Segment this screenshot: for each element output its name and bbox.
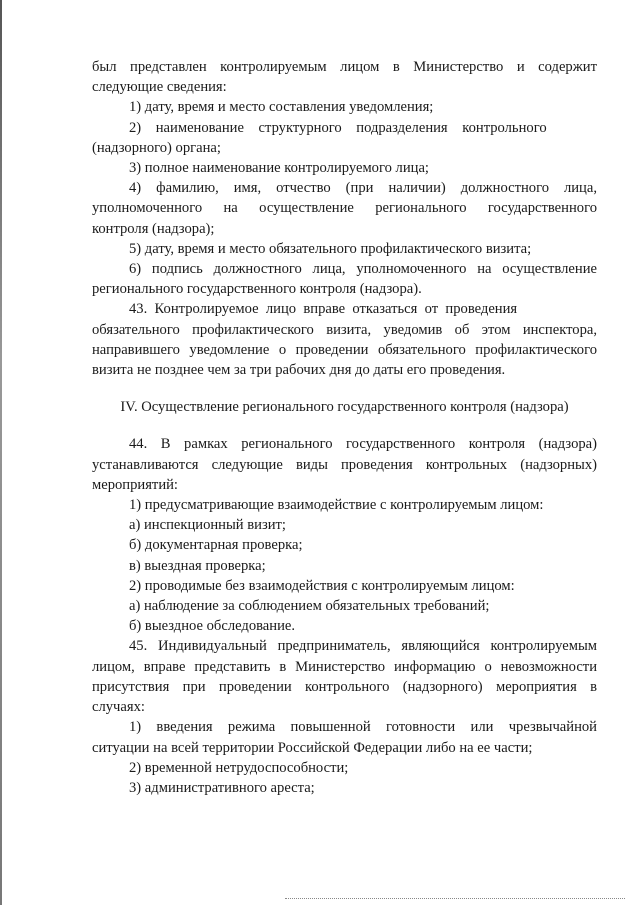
text-line: направившего уведомление о проведении обязательного профилактического [92, 341, 597, 358]
text-line: устанавливаются следующие виды проведения контрольных (надзорных) [92, 456, 597, 473]
paragraph-block-2 [92, 434, 597, 798]
text-line: 3) административного ареста; [129, 779, 315, 796]
text-line: лицом, вправе представить в Министерство информацию о невозможности [92, 658, 597, 675]
text-line: уполномоченного на осуществление регионального государственного [92, 200, 597, 217]
text-line: 3) полное наименование контролируемого лица; [129, 160, 429, 177]
text-line: б) документарная проверка; [129, 537, 303, 554]
text-line: следующие сведения: [92, 79, 227, 96]
text-line: визита не позднее чем за три рабочих дня до даты его проведения. [92, 362, 506, 379]
text-line: 6) подпись должностного лица, уполномоченного на осуществление [129, 261, 597, 278]
text-line: 43. Контролируемое лицо вправе отказаться от проведения [129, 301, 518, 318]
text-line: 2) наименование структурного подразделения контрольного [129, 119, 547, 136]
text-line: регионального государственного контроля (надзора). [92, 281, 422, 298]
text-line: а) наблюдение за соблюдением обязательных требований; [129, 598, 490, 615]
text-line: 2) временной нетрудоспособности; [129, 759, 349, 776]
text-line: а) инспекционный визит; [129, 517, 286, 534]
text-line: 1) предусматривающие взаимодействие с контролируемым лицом: [129, 497, 544, 514]
text-line: контроля (надзора); [92, 220, 215, 237]
text-line: присутствия при проведении контрольного (надзорного) мероприятия в [92, 678, 597, 695]
text-line: 2) проводимые без взаимодействия с контролируемым лицом: [129, 577, 515, 594]
scan-artifact-line [285, 898, 625, 900]
paragraph-block-1 [92, 57, 597, 380]
text-line: обязательного профилактического визита, уведомив об этом инспектора, [92, 321, 597, 338]
text-line: (надзорного) органа; [92, 139, 221, 156]
text-line: мероприятий: [92, 476, 178, 493]
text-line: ситуации на всей территории Российской Федерации либо на ее части; [92, 739, 533, 756]
document-body [92, 57, 597, 798]
text-line: 45. Индивидуальный предприниматель, являющийся контролируемым [129, 638, 597, 655]
text-line: 1) дату, время и место составления уведомления; [129, 99, 434, 116]
text-line: б) выездное обследование. [129, 618, 296, 635]
text-line: 44. В рамках регионального государственного контроля (надзора) [129, 436, 597, 453]
text-line: случаях: [92, 699, 145, 716]
scan-edge [0, 0, 2, 905]
text-line: 1) введения режима повышенной готовности или чрезвычайной [129, 719, 597, 736]
text-line: был представлен контролируемым лицом в Министерство и содержит [92, 59, 597, 75]
section-heading: IV. Осуществление регионального государственного контроля (надзора) [120, 399, 569, 416]
text-line: 4) фамилию, имя, отчество (при наличии) должностного лица, [129, 180, 597, 197]
text-line: 5) дату, время и место обязательного профилактического визита; [129, 240, 532, 257]
text-line: в) выездная проверка; [129, 557, 266, 574]
